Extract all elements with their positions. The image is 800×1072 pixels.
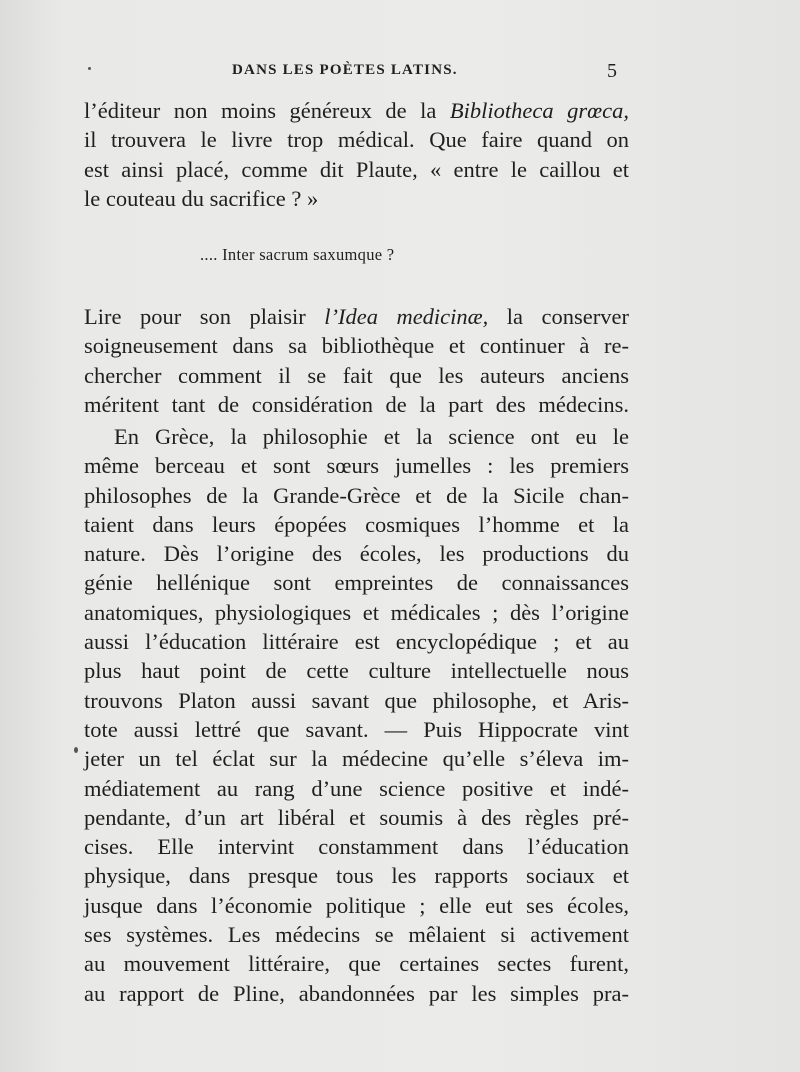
text-line: anatomiques, physiologiques et médicales ; dès l’origine [84, 599, 629, 625]
latin-quote: .... Inter sacrum saxumque ? [200, 245, 395, 264]
text-line: jeter un tel éclat sur la médecine qu’elle s’éleva im- [84, 746, 629, 772]
text-line: nature. Dès l’origine des écoles, les productions du [84, 541, 629, 567]
text-line: cises. Elle intervint constamment dans l’éducation [84, 834, 629, 860]
text-line [84, 96, 629, 125]
text-line: aussi l’éducation littéraire est encyclopédique ; et au [84, 629, 629, 655]
page-speck [74, 747, 78, 753]
text-line: physique, dans presque tous les rapports sociaux et [84, 863, 629, 889]
paragraph-2 [84, 302, 629, 419]
text-line: génie hellénique sont empreintes de connaissances [84, 570, 629, 596]
paragraph-3 [84, 422, 629, 1008]
text-line: tote aussi lettré que savant. — Puis Hippocrate vint [84, 716, 629, 742]
text-line: méritent tant de considération de la part des médecins. [84, 391, 629, 417]
text-line: au rapport de Pline, abandonnées par les simples pra- [84, 980, 629, 1006]
text-line: médiatement au rang d’une science positive et indé- [84, 775, 629, 801]
text-line: pendante, d’un art libéral et soumis à des règles pré- [84, 804, 629, 830]
text-line: il trouvera le livre trop médical. Que faire quand on [84, 127, 629, 153]
text-line: au mouvement littéraire, que certaines sectes furent, [84, 951, 629, 977]
text-line: En Grèce, la philosophie et la science ont eu le [114, 424, 629, 449]
text-line [84, 302, 629, 331]
text-line: taient dans leurs épopées cosmiques l’homme et la [84, 511, 629, 537]
italic-title: Bibliotheca grœca, [449, 98, 629, 123]
text-run: l’éditeur non moins généreux de la [84, 98, 450, 123]
text-line: même berceau et sont sœurs jumelles : les premiers [84, 453, 629, 479]
text-line: le couteau du sacrifice ? » [84, 185, 319, 211]
text-line: trouvons Platon aussi savant que philosophe, et Aris- [84, 687, 629, 713]
text-line: ses systèmes. Les médecins se mêlaient si activement [84, 922, 629, 948]
running-title: DANS LES POÈTES LATINS. [232, 62, 458, 78]
text-line: est ainsi placé, comme dit Plaute, « entre le caillou et [84, 156, 629, 182]
text-run: Lire pour son plaisir [84, 304, 325, 329]
text-line: chercher comment il se fait que les auteurs anciens [84, 362, 629, 388]
page-number: 5 [607, 60, 617, 82]
text-run: la conserver [488, 304, 629, 329]
paragraph-1 [84, 96, 629, 213]
text-line: philosophes de la Grande-Grèce et de la Sicile chan- [84, 482, 629, 508]
page-header [0, 60, 800, 84]
italic-title: l’Idea medicinæ, [324, 304, 489, 329]
text-line: plus haut point de cette culture intellectuelle nous [84, 658, 629, 684]
text-line: soigneusement dans sa bibliothèque et continuer à re- [84, 333, 629, 359]
text-line: jusque dans l’économie politique ; elle eut ses écoles, [84, 892, 629, 918]
